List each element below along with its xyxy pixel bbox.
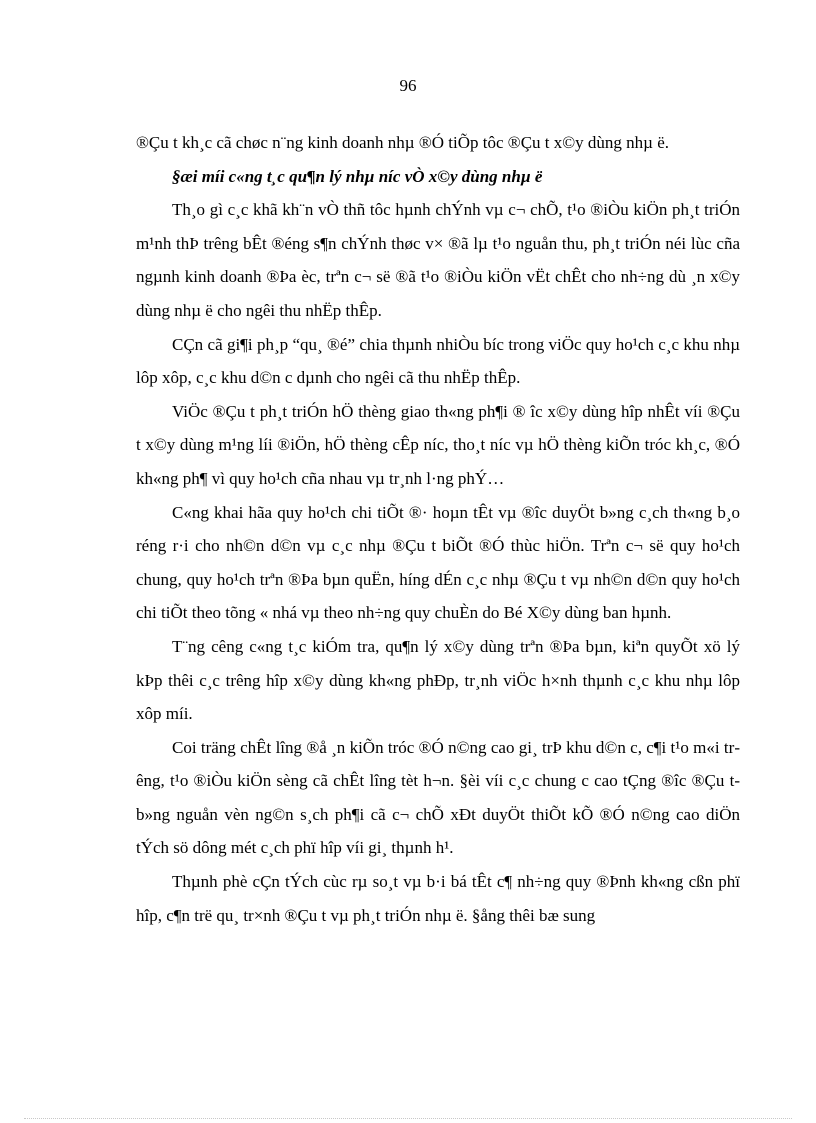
paragraph-1: Th¸o gì c¸c khã kh¨n vÒ thñ tôc hµnh chÝnh vµ c¬ chÕ, t¹o ®iÒu kiÖn ph¸t triÓn m¹nh thÞ trêng bÊt ®éng s¶n chÝnh thøc v× ®ã lµ t¹o nguån thu, ph¸t triÓn néi lùc cña ngµnh kinh doanh ®Þa èc, trªn c¬ së ®ã t¹o ®iÒu kiÖn vËt chÊt cho nh÷ng dù ¸n x©y dùng nhµ ë cho ngêi thu nhËp thÊp. bbox=[136, 200, 740, 320]
continuation-paragraph: ®Çu t kh¸c cã chøc n¨ng kinh doanh nhµ ®Ó tiÕp tôc ®Çu t x©y dùng nhµ ë. bbox=[136, 133, 670, 152]
paragraph-2: CÇn cã gi¶i ph¸p “qu¸ ®é” chia thµnh nhiÒu bíc trong viÖc quy ho¹ch c¸c khu nhµ lôp xôp, c¸c khu d©n c dµnh cho ngêi cã thu nhËp thÊp. bbox=[136, 334, 740, 388]
page-number: 96 bbox=[399, 76, 417, 95]
paragraph-4: C«ng khai hãa quy ho¹ch chi tiÕt ®· hoµn tÊt vµ ®îc duyÖt b»ng c¸ch th«ng b¸o réng r·i cho nh©n d©n vµ c¸c nhµ ®Çu t biÕt ®Ó thùc hiÖn. Trªn c¬ së quy ho¹ch chung, quy ho¹ch trªn ®Þa bµn quËn, híng dÉn c¸c nhµ ®Çu t vµ nh©n d©n quy ho¹ch chi tiÕt theo tõng « nhá vµ theo nh÷ng quy chuÈn do Bé X©y dùng ban hµnh. bbox=[136, 502, 740, 623]
section-heading: §æi míi c«ng t¸c qu¶n lý nhµ níc vÒ x©y dùng nhµ ë bbox=[172, 166, 543, 186]
paragraph-3: ViÖc ®Çu t ph¸t triÓn hÖ thèng giao th«ng ph¶i ® îc x©y dùng hîp nhÊt víi ®Çu t x©y dùng m¹ng líi ®iÖn, hÖ thèng cÊp níc, tho¸t níc vµ hÖ thèng kiÕn tróc kh¸c, ®Ó kh«ng ph¶ vì quy ho¹ch cña nhau vµ tr¸nh l·ng phÝ… bbox=[136, 401, 740, 488]
document-body bbox=[136, 126, 740, 932]
paragraph-6: Coi träng chÊt lîng ®å ¸n kiÕn tróc ®Ó n©ng cao gi¸ trÞ khu d©n c, c¶i t¹o m«i trêng, t¹o ®iÒu kiÖn sèng cã chÊt lîng tèt h¬n. §èi víi c¸c chung c cao tÇng ®îc ®Çu t b»ng nguån vèn ng©n s¸ch ph¶i cã c¬ chÕ xÐt duyÖt thiÕt kÕ ®Ó n©ng cao diÖn tÝch sö dông mét c¸ch phï hîp víi gi¸ thµnh h¹. bbox=[136, 737, 740, 858]
paragraph-5: T¨ng cêng c«ng t¸c kiÓm tra, qu¶n lý x©y dùng trªn ®Þa bµn, kiªn quyÕt xö lý kÞp thêi c¸c trêng hîp x©y dùng kh«ng phÐp, tr¸nh viÖc h×nh thµnh c¸c khu nhµ lôp xôp míi. bbox=[136, 636, 740, 724]
bottom-divider bbox=[24, 1118, 792, 1119]
paragraph-7: Thµnh phè cÇn tÝch cùc rµ so¸t vµ b·i bá tÊt c¶ nh÷ng quy ®Þnh kh«ng cßn phï hîp, c¶n trë qu¸ tr×nh ®Çu t vµ ph¸t triÓn nhµ ë. §ång thêi bæ sung bbox=[136, 872, 740, 925]
